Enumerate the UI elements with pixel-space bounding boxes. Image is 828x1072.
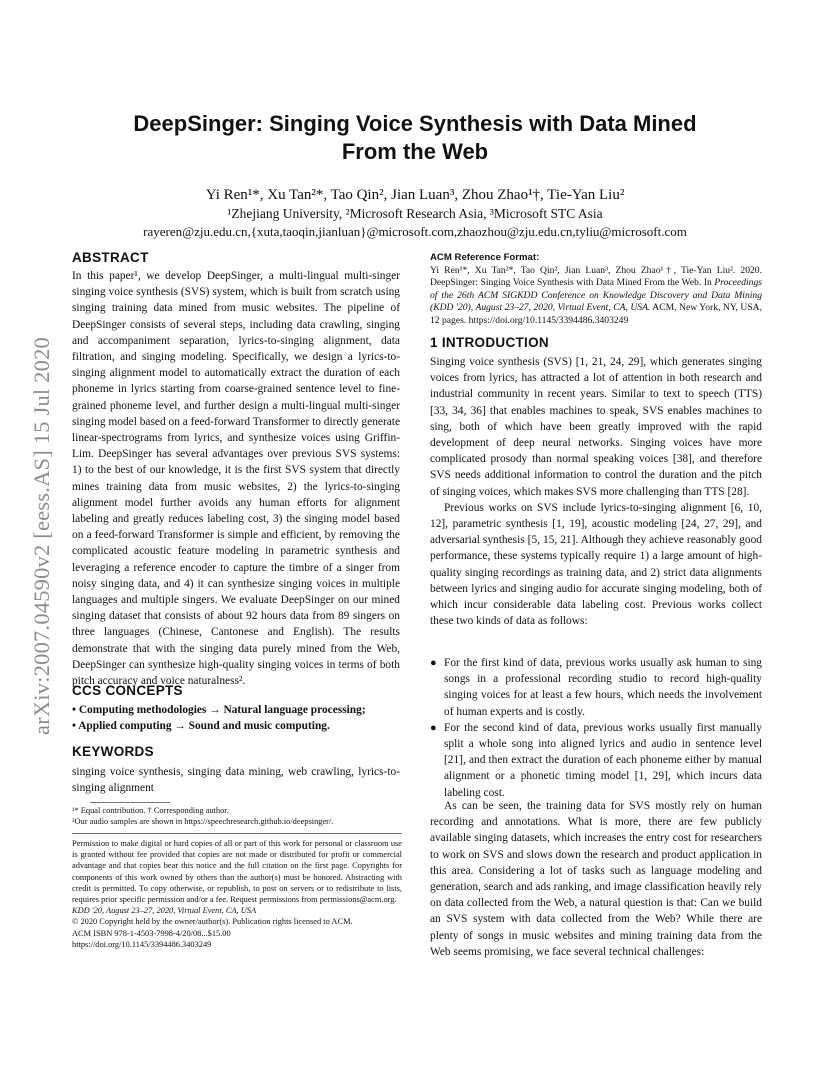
ccs-heading: CCS CONCEPTS [72, 683, 183, 698]
permission-rule [72, 833, 402, 834]
affiliations: ¹Zhejiang University, ²Microsoft Research Asia, ³Microsoft STC Asia [227, 206, 603, 221]
copyright-line: © 2020 Copyright held by the owner/author(s). Publication rights licensed to ACM. [72, 917, 353, 927]
abstract-text: In this paper¹, we develop DeepSinger, a multi-lingual multi-singer singing voice synthesis (SVS) system, which is built from scratch using singing training data mined from music websites. The pipeline of DeepSinger consists of several steps, including data crawling, singing and accompaniment separation, lyrics-to-singing alignment, data filtration, and singing modeling. Specifically, we design a lyrics-to-singing alignment model to automatically extract the duration of each phoneme in lyrics starting from coarse-grained sentence level to fine-grained phoneme level, and further design a multi-lingual multi-singer singing model based on a feed-forward Transformer to directly generate linear-spectrograms from lyrics, and synthesize voices using Griffin-Lim. DeepSinger has several advantages over previous SVS systems: 1) to the best of our knowledge, it is the first SVS system that directly mines training data from music websites, 2) the lyrics-to-singing alignment model further avoids any human efforts for alignment labeling and greatly reduces labeling cost, 3) the singing model based on a feed-forward Transformer is simple and efficient, by removing the complicated acoustic feature modeling in parametric synthesis and leveraging a reference encoder to capture the timbre of a singer from noisy singing data, and 4) it can synthesize singing voices in multiple languages and multiple singers. We evaluate DeepSinger on our mined singing dataset that consists of about 92 hours data from 89 singers on three languages (Chinese, Cantonese and English). The results demonstrate that with the singing data purely mined from the Web, DeepSinger can synthesize high-quality singing voices in terms of both pitch accuracy and voice naturalness². [72, 270, 401, 688]
intro-paragraph-3: As can be seen, the training data for SVS mostly rely on human recording and annotations. What is more, there are few publicly available singing datasets, which increases the entry cost for researchers to work on SVS and slows down the research and product application in this area. Considering a lot of tasks such as language modeling and generation, search and ads ranking, and image classification heavily rely on data collected from the Web, a natural question is that: Can we build an SVS system with data collected from the Web? While there are plenty of songs in music websites and mining training data from the Web seems promising, we face several technical challenges: [430, 800, 762, 958]
title-line-1: DeepSinger: Singing Voice Synthesis with Data Mined [133, 111, 697, 136]
list-item: ● For the second kind of data, previous works usually first manually split a whole song into aligned lyrics and audio in sentence level [21], and then extract the duration of each phoneme either by manual alignment or a phonetic timing model [1, 29], which incurs data labeling cost. [430, 720, 762, 801]
paper-title [110, 110, 720, 166]
intro-paragraph-2: Previous works on SVS include lyrics-to-singing alignment [6, 10, 12], parametric synthesis [1, 19], acoustic modeling [24, 27, 29], and adversarial synthesis [5, 15, 21]. Although they achieve reasonably good performance, these systems typically require 1) a large amount of high-quality singing recordings as training data, and 2) strict data alignments between lyrics and singing audio for accurate singing modeling, both of which incur considerable data labeling cost. Previous works collect these two kinds of data as follows: [430, 501, 762, 628]
footnote-1: ¹* Equal contribution. † Corresponding author. [72, 806, 229, 815]
ccs-list [72, 702, 402, 734]
author-emails: rayeren@zju.edu.cn,{xuta,taoqin,jianluan}@microsoft.com,zhaozhou@zju.edu.cn,tyliu@microsoft.com [143, 224, 687, 239]
keywords-heading: KEYWORDS [72, 744, 154, 759]
acm-reference [430, 252, 762, 328]
acm-reference-text: Yi Ren¹*, Xu Tan²*, Tao Qin², Jian Luan³, Zhou Zhao¹†, Tie-Yan Liu². 2020. DeepSinger: Singing Voice Synthesis with Data Mined From the Web. In Proceedings of the 26th ACM SIGKDD Conference on Knowledge Discovery and Data Mining (KDD '20), August 23–27, 2020, Virtual Event, CA, USA. ACM, New York, NY, USA, 12 pages. https://doi.org/10.1145/3394486.3403249 [430, 264, 762, 326]
introduction-body-continued [430, 798, 762, 960]
isbn-line: ACM ISBN 978-1-4503-7998-4/20/08...$15.00 [72, 928, 231, 938]
footnote-2: ²Our audio samples are shown in https://speechresearch.github.io/deepsinger/. [72, 817, 334, 826]
ccs-item-2: • Applied computing → Sound and music computing. [72, 720, 330, 732]
abstract-body [72, 268, 400, 689]
intro-bullet-list [430, 655, 762, 801]
acm-reference-heading: ACM Reference Format: [430, 252, 540, 263]
abstract-heading: ABSTRACT [72, 250, 149, 265]
permission-block [72, 838, 402, 950]
arxiv-stamp-text: arXiv:2007.04590v2 [eess.AS] 15 Jul 2020 [29, 337, 54, 735]
list-item: ● For the first kind of data, previous works usually ask human to sing songs in a professional recording studio to record high-quality singing voices for at least a few hours, which needs the involvement of human experts and is costly. [430, 655, 762, 720]
ccs-item-1: • Computing methodologies → Natural language processing; [72, 704, 366, 716]
author-list: Yi Ren¹*, Xu Tan²*, Tao Qin², Jian Luan³, Zhou Zhao¹†, Tie-Yan Liu² [205, 187, 625, 203]
introduction-body [430, 354, 762, 629]
venue-line: KDD '20, August 23–27, 2020, Virtual Event, CA, USA [72, 906, 257, 916]
intro-paragraph-1: Singing voice synthesis (SVS) [1, 21, 24, 29], which generates singing voices from lyrics, has attracted a lot of attention in both research and industrial community in recent years. Similar to text to speech (TTS) [33, 34, 36] that enables machines to speak, SVS enables machines to sing, both of which have been greatly improved with the rapid development of deep neural networks. Singing voices have more complicated prosody than normal speaking voices [38], and therefore SVS needs additional information to control the duration and the pitch of singing voices, which makes SVS more challenging than TTS [28]. [430, 356, 762, 498]
title-line-2: From the Web [341, 139, 489, 164]
footnote-rule [90, 802, 170, 803]
bullet-icon: ● [430, 657, 437, 669]
keywords-text: singing voice synthesis, singing data mining, web crawling, lyrics-to-singing alignment [72, 766, 400, 795]
introduction-heading: 1 INTRODUCTION [430, 335, 549, 350]
doi-line: https://doi.org/10.1145/3394486.3403249 [72, 939, 212, 949]
bullet-icon: ● [430, 721, 437, 734]
permission-text: Permission to make digital or hard copies of all or part of this work for personal or classroom use is granted without fee provided that copies are not made or distributed for profit or commercial advantage and that copies bear this notice and the full citation on the first page. Copyrights for components of this work owned by others than the author(s) must be honored. Abstracting with credit is permitted. To copy otherwise, or republish, to post on servers or to redistribute to lists, requires prior specific permission and/or a fee. Request permissions from permissions@acm.org. [72, 839, 402, 905]
arxiv-stamp [22, 288, 62, 784]
